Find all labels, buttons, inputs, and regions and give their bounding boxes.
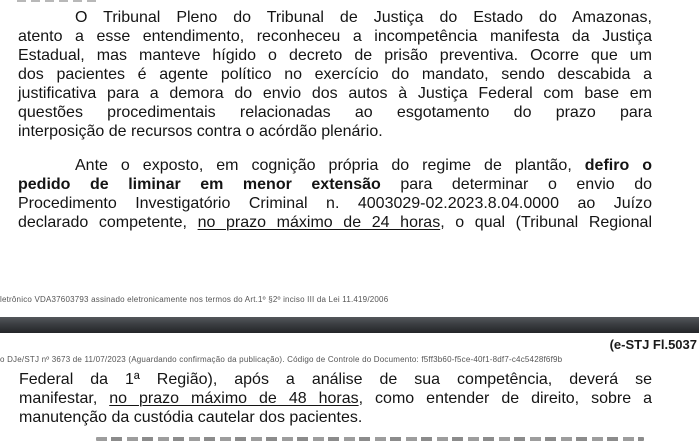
text-line: questões procedimentais relacionadas ao esgotamento do prazo para bbox=[18, 104, 652, 121]
bold-text: pedido de liminar em menor extensão bbox=[18, 176, 381, 193]
text-line: interposição de recursos contra o acórdão plenário. bbox=[18, 123, 383, 140]
paragraph-tribunal-pleno bbox=[18, 8, 652, 141]
text-line bbox=[18, 156, 652, 175]
text-line: dos pacientes é agente político no exercício do mandato, sendo descabida a bbox=[18, 66, 652, 83]
text-line: atento a esse entendimento, reconheceu a incompetência manifesta da Justiça bbox=[18, 28, 652, 45]
plain-text: Ante o exposto, em cognição própria do regime de plantão, bbox=[75, 157, 585, 174]
paragraph-continuation bbox=[19, 370, 652, 427]
bold-text: defiro o bbox=[584, 157, 652, 174]
underlined-text: no prazo máximo de 24 horas bbox=[197, 214, 441, 231]
page-number-label: (e-STJ Fl.5037 bbox=[609, 337, 697, 352]
paragraph-decisao-liminar bbox=[18, 156, 652, 232]
cut-text-artifact-top bbox=[17, 0, 97, 2]
plain-text: Procedimento Investigatório Criminal n. 4003029-02.2023.8.04.0000 ao Juízo bbox=[18, 195, 652, 212]
text-line: O Tribunal Pleno do Tribunal de Justiça do Estado do Amazonas, bbox=[75, 9, 652, 26]
underlined-text: no prazo máximo de 48 horas bbox=[109, 390, 359, 407]
text-line bbox=[19, 370, 652, 389]
plain-text: para determinar o envio do bbox=[380, 176, 653, 193]
footer-line: o DJe/STJ nº 3673 de 11/07/2023 (Aguardando confirmação da publicação). Código de Controle do Documento: f5ff3b60-f5ce-40f1-8df7-c4c5428f6f9b bbox=[0, 355, 563, 364]
text-line bbox=[18, 213, 652, 232]
page-separator-bar bbox=[0, 317, 699, 333]
plain-text: manutenção da custódia cautelar dos pacientes. bbox=[19, 409, 363, 426]
footer-line: letrônico VDA37603793 assinado eletronicamente nos termos do Art.1º §2º inciso III da Lei 11.419/2006 bbox=[0, 295, 389, 304]
plain-text: , como entender de direito, sobre a bbox=[358, 390, 653, 407]
text-line: Estadual, mas manteve hígido o decreto de prisão preventiva. Ocorre que um bbox=[18, 47, 652, 64]
text-line bbox=[19, 389, 652, 408]
plain-text: , o qual (Tribunal Regional bbox=[440, 214, 653, 231]
text-line: justificativa para a demora do envio dos autos à Justiça Federal com base em bbox=[18, 85, 652, 102]
text-line bbox=[18, 175, 652, 194]
plain-text: manifestar, bbox=[19, 390, 110, 407]
cut-text-artifact-bottom bbox=[96, 437, 644, 441]
plain-text: declarado competente, bbox=[18, 214, 198, 231]
plain-text: Federal da 1ª Região), após a análise de sua competência, deverá se bbox=[19, 371, 652, 388]
text-line bbox=[18, 194, 652, 213]
text-line bbox=[19, 408, 652, 427]
